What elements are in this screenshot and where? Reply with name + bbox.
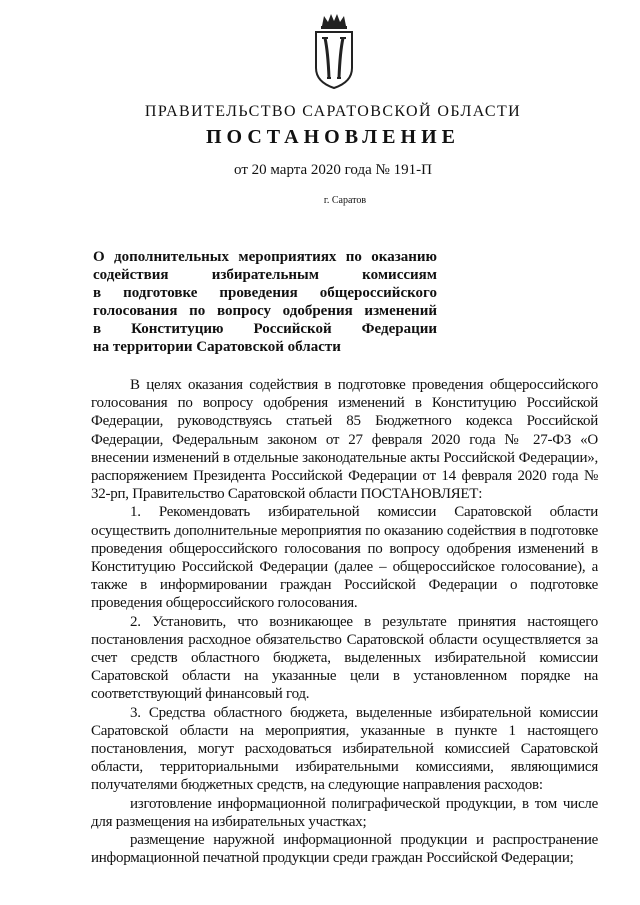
document-body	[91, 376, 598, 867]
subject-line: на территории Саратовской области	[93, 339, 341, 355]
subject-line: в Конституцию Российской Федерации	[93, 321, 437, 337]
subject-line: в подготовке проведения общероссийского	[93, 285, 437, 301]
document-type-title: ПОСТАНОВЛЕНИЕ	[206, 126, 460, 148]
body-paragraph: изготовление информационной полиграфической продукции, в том числе для размещения на избирательных участках;	[91, 795, 598, 830]
body-paragraph: размещение наружной информационной продукции и распространение информационной печатной продукции среди граждан Российской Федерации;	[91, 832, 598, 867]
saratov-coat-of-arms-icon	[310, 12, 358, 90]
body-paragraph: 3. Средства областного бюджета, выделенные избирательной комиссии Саратовской области на мероприятия, указанные в пункте 1 настоящего постановления, могут расходоваться избирательной комиссией Саратовской области, территориальными избирательными комиссиями, являющимися получателями бюджетных средств, на следующие направления расходов:	[91, 704, 598, 794]
document-subject	[93, 248, 437, 356]
document-date-number: от 20 марта 2020 года № 191-П	[234, 162, 432, 178]
government-title: ПРАВИТЕЛЬСТВО САРАТОВСКОЙ ОБЛАСТИ	[144, 103, 522, 120]
subject-line: содействия избирательным комиссиям	[93, 267, 437, 283]
subject-line: О дополнительных мероприятиях по оказанию	[93, 249, 437, 265]
body-paragraph: 2. Установить, что возникающее в результате принятия настоящего постановления расходное обязательство Саратовской области осуществляется за счет средств областного бюджета, выделенных избирательной комиссии Саратовской области на указанные цели в установленном порядке на соответствующий финансовый год.	[91, 613, 598, 703]
document-city: г. Саратов	[323, 195, 367, 206]
body-paragraph: 1. Рекомендовать избирательной комиссии Саратовской области осуществить дополнительные мероприятия по оказанию содействия в подготовке проведения общероссийского голосования по вопросу одобрения изменений в Конституцию Российской Федерации (далее – общероссийское голосование), а также в информировании граждан Российской Федерации о подготовке проведения общероссийского голосования.	[91, 504, 598, 612]
body-paragraph: В целях оказания содействия в подготовке проведения общероссийского голосования по вопросу одобрения изменений в Конституцию Российской Федерации, руководствуясь статьей 85 Бюджетного кодекса Российской Федерации, Федеральным законом от 27 февраля 2020 года № 27-ФЗ «О внесении изменений в отдельные законодательные акты Российской Федерации», распоряжением Президента Российской Федерации от 14 февраля 2020 года № 32-рп, Правительство Саратовской области ПОСТАНОВЛЯЕТ:	[91, 377, 598, 503]
subject-line: голосования по вопросу одобрения изменений	[93, 303, 437, 319]
